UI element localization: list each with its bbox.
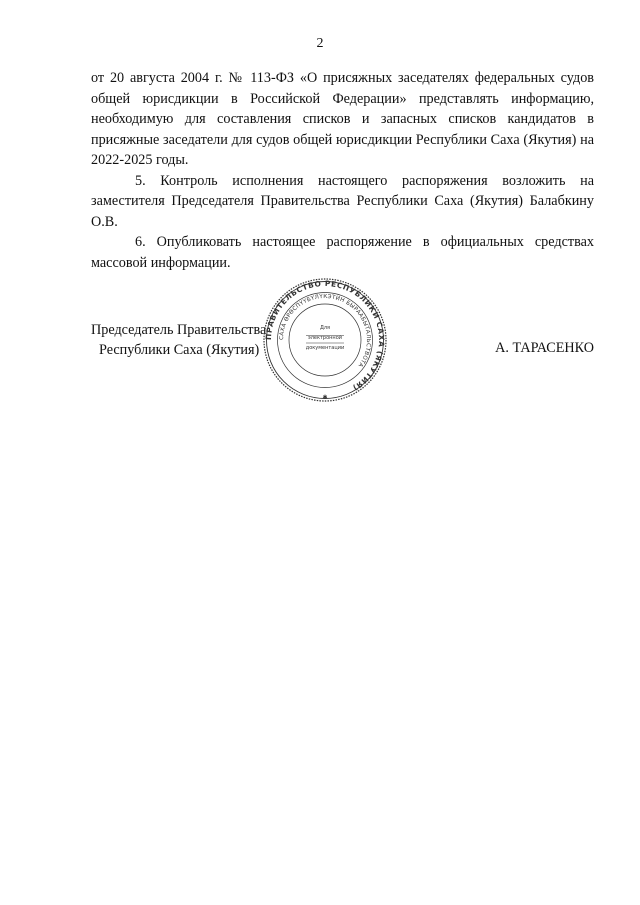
signatory-title-line-1: Председатель Правительства xyxy=(91,322,267,338)
official-seal xyxy=(262,277,388,403)
seal-center-bottom: документации xyxy=(305,345,345,351)
seal-inner-text: САХА ӨРӨСПҮҮБҮЛҮКЭТИН БЫРААБЫТАЛЬСТВОТА xyxy=(278,293,372,368)
seal-center-middle: электронной xyxy=(307,335,343,341)
seal-center-top: Для xyxy=(319,325,331,331)
signatory-name: А. ТАРАСЕНКО xyxy=(495,340,594,356)
svg-text:✱: ✱ xyxy=(322,394,328,401)
signatory-title-line-2: Республики Саха (Якутия) xyxy=(99,342,260,358)
page-number: 2 xyxy=(316,36,324,51)
paragraph-continuation: от 20 августа 2004 г. № 113-ФЗ «О присяжных заседателях федеральных судов общей юрисдикции в Российской Федерации» представлять информацию, необходимую для составления списков и запасных списков кандидатов в присяжные заседатели для судов общей юрисдикции Республики Саха (Якутия) на 2022-2025 годы. xyxy=(91,70,594,168)
document-body xyxy=(91,68,594,273)
paragraph-6: 6. Опубликовать настоящее распоряжение в официальных средствах массовой информации. xyxy=(91,234,594,271)
seal-outer-text: ПРАВИТЕЛЬСТВО РЕСПУБЛИКИ САХА (ЯКУТИЯ) xyxy=(263,278,387,393)
paragraph-5: 5. Контроль исполнения настоящего распоряжения возложить на заместителя Председателя Правительства Республики Саха (Якутия) Балабкину О.В. xyxy=(91,172,594,230)
